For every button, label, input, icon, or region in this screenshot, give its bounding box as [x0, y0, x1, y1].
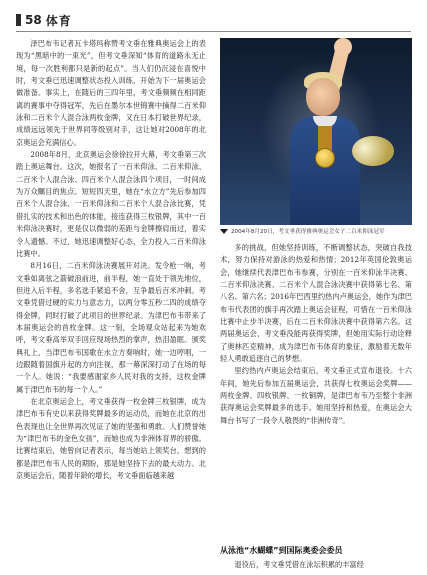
paragraph: 里约热内卢奥运会结束后，考文垂正式宣布退役。十六年间，她先后参加五届奥运会，共获得七枚奥运会奖牌——两枚金牌、四枚银牌、一枚铜牌，是津巴布韦乃至整个非洲获得奥运会奖牌最多的选手。她用坚持和热爱，在奥运会大舞台书写了一段令人敬畏的“非洲传奇”。: [220, 366, 412, 425]
athlete-photo: [220, 38, 412, 225]
athlete-face: [306, 78, 340, 116]
bouquet: [352, 136, 394, 166]
subsection-lead: 退役后，考文垂凭借在泳坛积累的丰富经: [234, 560, 364, 569]
photo-caption: [220, 228, 412, 236]
gold-medal-icon: [315, 148, 335, 168]
paragraph: 在北京奥运会上，考文垂获得一枚金牌三枚银牌，成为津巴布韦有史以来获得奖牌最多的运动员，而她在北京的出色表现也让全世界再次见证了她的坚强和勇敢。人们赞誉她为“津巴布韦的金色女孩”，而她也成为非洲体育界的骄傲。比赛结束后，她曾向记者表示，每当她站上领奖台，想到的都是津巴布韦人民的期盼，那是她坚持下去的最大动力。北京奥运会后，随着年龄的增长，考文垂面临越来越: [16, 396, 206, 481]
section-title: 体育: [45, 13, 72, 28]
raised-hand: [334, 38, 352, 56]
paragraph: 泽巴布韦记者瓦卡塔玛称赞考文垂在雅典奥运会上的表现为“黑暗中的一束光”，但考文垂深知“体育的道路永无止境，每一次胜利都只是新的起点”。当人们仍沉浸在喜悦中时，考文垂已迅速调整状态投入训练，开始为下一届奥运会做准备。事实上，在随后的三四年里，考文垂频频在相同距离的赛事中夺得冠军，先后在墨尔本世锦赛中摘得二百米仰泳和二百米个人混合泳两枚金牌，又在日本打破世界纪录，成绩远远领先于世界同等级别对手，这让她对2008年的北京奥运会充满信心。: [16, 39, 206, 147]
page-number: 58: [25, 13, 42, 27]
right-column: [220, 242, 412, 542]
left-column: [16, 38, 206, 563]
header-bar: [16, 14, 21, 26]
paragraph: 2008年8月，北京奥运会徐徐拉开大幕，考文垂第三次踏上奥运舞台。这次，她报名了一百米仰泳、二百米仰泳、二百米个人混合泳、四百米个人混合泳四个项目，一时间成为万众瞩目的焦点。短短四天里，她在“水立方”先后参加四百米个人混合泳、一百米仰泳和二百米个人混合泳比赛，凭借扎实的技术和出色的体能，接连获得三枚银牌，其中一百米仰泳决赛时，更是仅以微弱的差距与金牌擦肩而过，着实令人遗憾。不过，她迅速调整好心态，全力投入二百米仰泳比赛中。: [16, 150, 206, 258]
paragraph: 多的挑战，但她坚持训练，不断调整状态，突破自我技术，努力保持对游泳的热爱和热情；2012年英国伦敦奥运会，她继续代表津巴布韦参赛，分别在一百米仰泳半决赛、二百米仰泳决赛、二百米个人混合泳决赛中获得第七名、第八名、第六名；2016年巴西里约热内卢奥运会，她作为津巴布韦代表团的旗手再次踏上奥运会征程，可惜在一百米仰泳比赛中止步半决赛，后在二百米仰泳决赛中获得第六名。这两届奥运会，考文垂没能再获得奖牌，但她用实际行动诠释了奥林匹克精神，成为津巴布韦体育的象征，激励着无数年轻人勇敢追逐自己的梦想。: [220, 243, 412, 364]
subsection-heading: 从泳池“水蝴蝶”到国际奥委会委员: [220, 546, 343, 555]
caption-marker-icon: [220, 229, 228, 234]
header-divider: [16, 31, 411, 32]
caption-text: 2004年8月20日，考文垂获得雅典奥运会女子二百米仰泳冠军: [231, 229, 385, 235]
paragraph: 8月16日，二百米仰泳决赛展开对决。发令枪一响，考文垂如离弦之箭破浪前进，前半程，她一直处于领先地位，但进入后半程，多名选手紧追不舍，互争最后百米冲刺。考文垂凭借过硬的实力与意志力，以两分零五秒二四的成绩夺得金牌，同时打破了此项目的世界纪录。为津巴布韦带来了本届奥运会的首枚金牌。这一刻，全场观众站起来为她欢呼，考文垂高举双手回应现场热烈的掌声，热泪盈眶。颁奖典礼上，当津巴布韦国歌在水立方奏响时，她一边哼唱，一边跟随着国旗升起的方向注视，那一幕深深打动了在场的每一个人。她说：“我要感谢家乡人民对我的支持，这枚金牌属于津巴布韦的每一个人。”: [16, 261, 206, 394]
page-header: [16, 12, 72, 28]
